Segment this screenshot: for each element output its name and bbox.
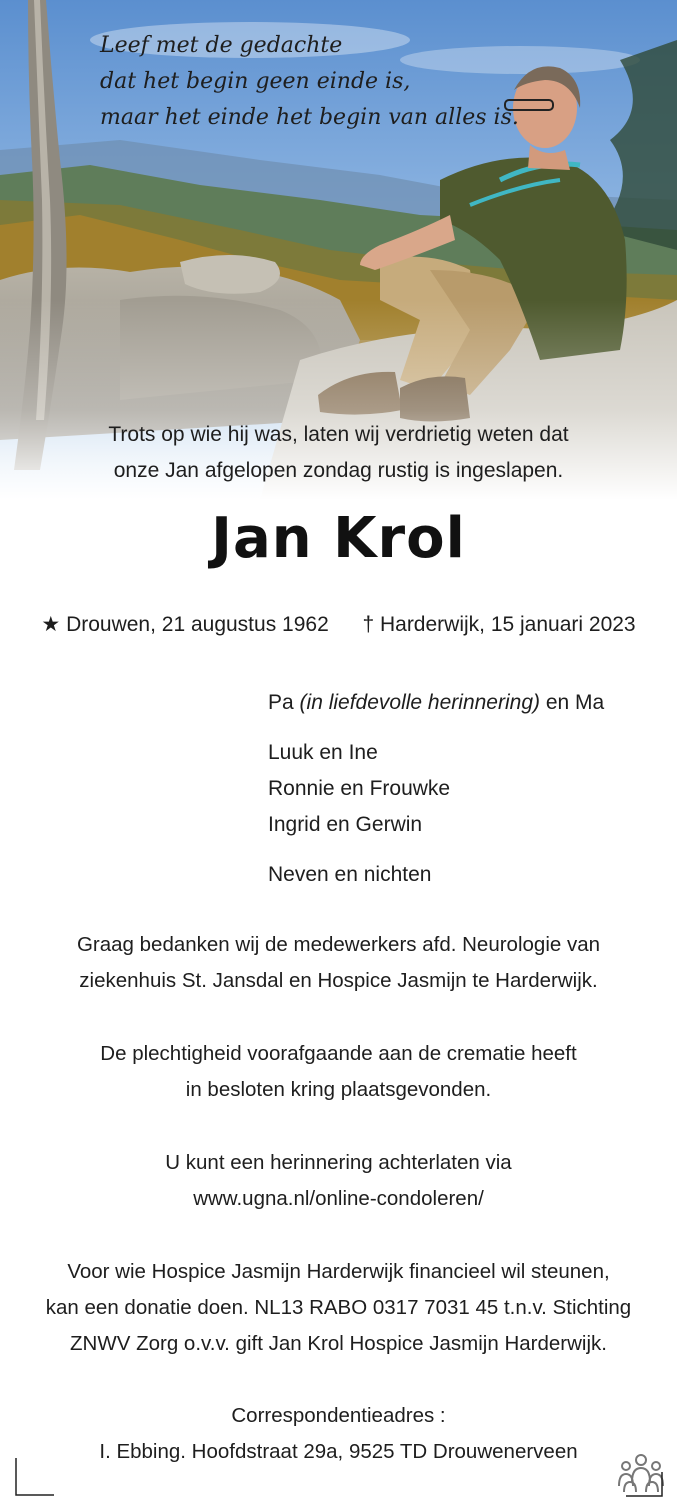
intro-line: onze Jan afgelopen zondag rustig is ingeslapen.	[113, 459, 564, 482]
nephews-line: Neven en nichten	[268, 863, 432, 886]
donation-line: ZNWV Zorg o.v.v. gift Jan Krol Hospice Jasmijn Harderwijk.	[70, 1332, 607, 1355]
correspondence-paragraph	[0, 1398, 677, 1470]
ceremony-line: in besloten kring plaatsgevonden.	[185, 1078, 492, 1101]
ceremony-paragraph	[0, 1036, 677, 1108]
ceremony-line: De plechtigheid voorafgaande aan de crematie heeft	[100, 1042, 577, 1065]
deceased-name: Jan Krol	[211, 506, 466, 571]
parents-ma: en Ma	[545, 691, 605, 714]
sibling-line: Ingrid en Gerwin	[268, 813, 423, 836]
death-text: Harderwijk, 15 januari 2023	[379, 613, 636, 636]
crop-mark-icon	[14, 1458, 56, 1498]
intro-text	[0, 417, 677, 489]
thanks-line: Graag bedanken wij de medewerkers afd. Neurologie van	[76, 933, 601, 956]
donation-paragraph	[0, 1254, 677, 1362]
sibling-line: Luuk en Ine	[268, 741, 378, 764]
condolence-paragraph	[0, 1145, 677, 1217]
sibling-line: Ronnie en Frouwke	[268, 777, 451, 800]
condolence-line: U kunt een herinnering achterlaten via	[165, 1151, 512, 1174]
parents-remembrance: (in liefdevolle herinnering)	[299, 691, 540, 714]
star-icon: ★	[41, 613, 61, 636]
poem-line: dat het begin geen einde is,	[100, 69, 411, 94]
birth-text: Drouwen, 21 augustus 1962	[66, 613, 329, 636]
poem-line: maar het einde het begin van alles is.	[100, 105, 519, 130]
family-list	[268, 685, 668, 907]
correspondence-address: I. Ebbing. Hoofdstraat 29a, 9525 TD Drouwenerveen	[99, 1440, 578, 1463]
people-group-icon	[616, 1452, 666, 1498]
donation-line: Voor wie Hospice Jasmijn Harderwijk financieel wil steunen,	[67, 1260, 610, 1283]
life-dates	[0, 612, 677, 637]
thanks-line: ziekenhuis St. Jansdal en Hospice Jasmijn te Harderwijk.	[79, 969, 598, 992]
donation-line: kan een donatie doen. NL13 RABO 0317 7031 45 t.n.v. Stichting	[45, 1296, 632, 1319]
poem	[100, 28, 520, 136]
cross-icon: †	[362, 613, 375, 636]
correspondence-label: Correspondentieadres :	[231, 1404, 446, 1427]
parents-pa: Pa	[268, 691, 294, 714]
intro-line: Trots op wie hij was, laten wij verdrietig weten dat	[108, 423, 569, 446]
thanks-paragraph	[0, 927, 677, 999]
condolence-url[interactable]: www.ugna.nl/online-condoleren/	[193, 1187, 484, 1210]
parents-line	[268, 685, 668, 721]
poem-line: Leef met de gedachte	[100, 33, 343, 58]
